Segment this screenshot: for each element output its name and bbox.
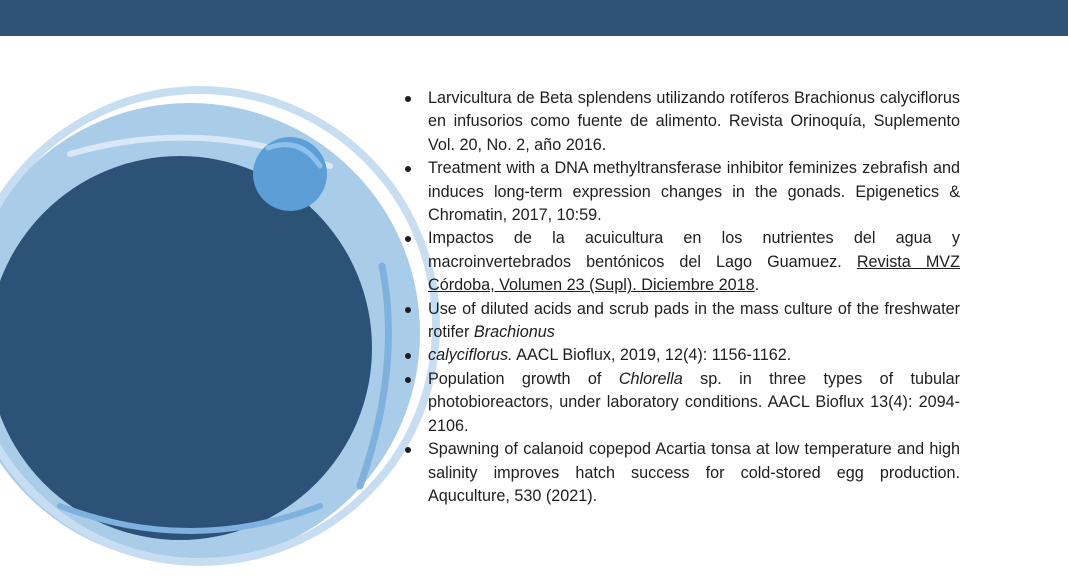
reference-item-2 [398, 157, 960, 227]
reference-italic: calyciflorus. [428, 346, 513, 365]
reference-item-5 [398, 344, 960, 367]
reference-text-end: . [754, 276, 760, 295]
reference-item-6 [398, 368, 960, 438]
reference-item-3 [398, 227, 960, 297]
reference-italic: Chlorella [618, 369, 683, 388]
reference-italic: Brachionus [473, 323, 555, 342]
reference-list [398, 87, 960, 508]
reference-text: Impactos de la acuicultura en los nutrientes del agua y macroinvertebrados bentónicos del Lago Guamuez. [428, 229, 960, 271]
reference-text: sp. in three types of tubular photobioreactors, under laboratory conditions. AACL Bioflux 13(4): 2094-2106. [428, 369, 960, 435]
reference-item-4 [398, 298, 960, 345]
reference-text: Use of diluted acids and scrub pads in the mass culture of the freshwater rotifer [428, 299, 960, 342]
reference-text: AACL Bioflux, 2019, 12(4): 1156-1162. [512, 346, 792, 365]
reference-item-7 [398, 438, 960, 508]
reference-text: Larvicultura de Beta splendens utilizando rotíferos Brachionus calyciflorus en infusorios como fuente de alimento. Revista Orinoquía, Suplemento Vol. 20, No. 2, año 2016. [428, 89, 960, 154]
header-bar [0, 0, 1068, 36]
reference-text: Spawning of calanoid copepod Acartia tonsa at low temperature and high salinity improves hatch success for cold-stored egg production. Aquculture, 530 (2021). [428, 440, 960, 505]
reference-text: Treatment with a DNA methyltransferase inhibitor feminizes zebrafish and induces long-term expression changes in the gonads. Epigenetics & Chromatin, 2017, 10:59. [428, 159, 960, 225]
inner-dark-circle [0, 156, 372, 540]
reference-text-start: Population growth of [428, 369, 619, 388]
small-accent-circle [253, 137, 327, 211]
reference-item-1 [398, 87, 960, 157]
reference-link-journal[interactable]: Revista MVZ Córdoba, Volumen 23 (Supl). Diciembre 2018 [428, 252, 960, 295]
